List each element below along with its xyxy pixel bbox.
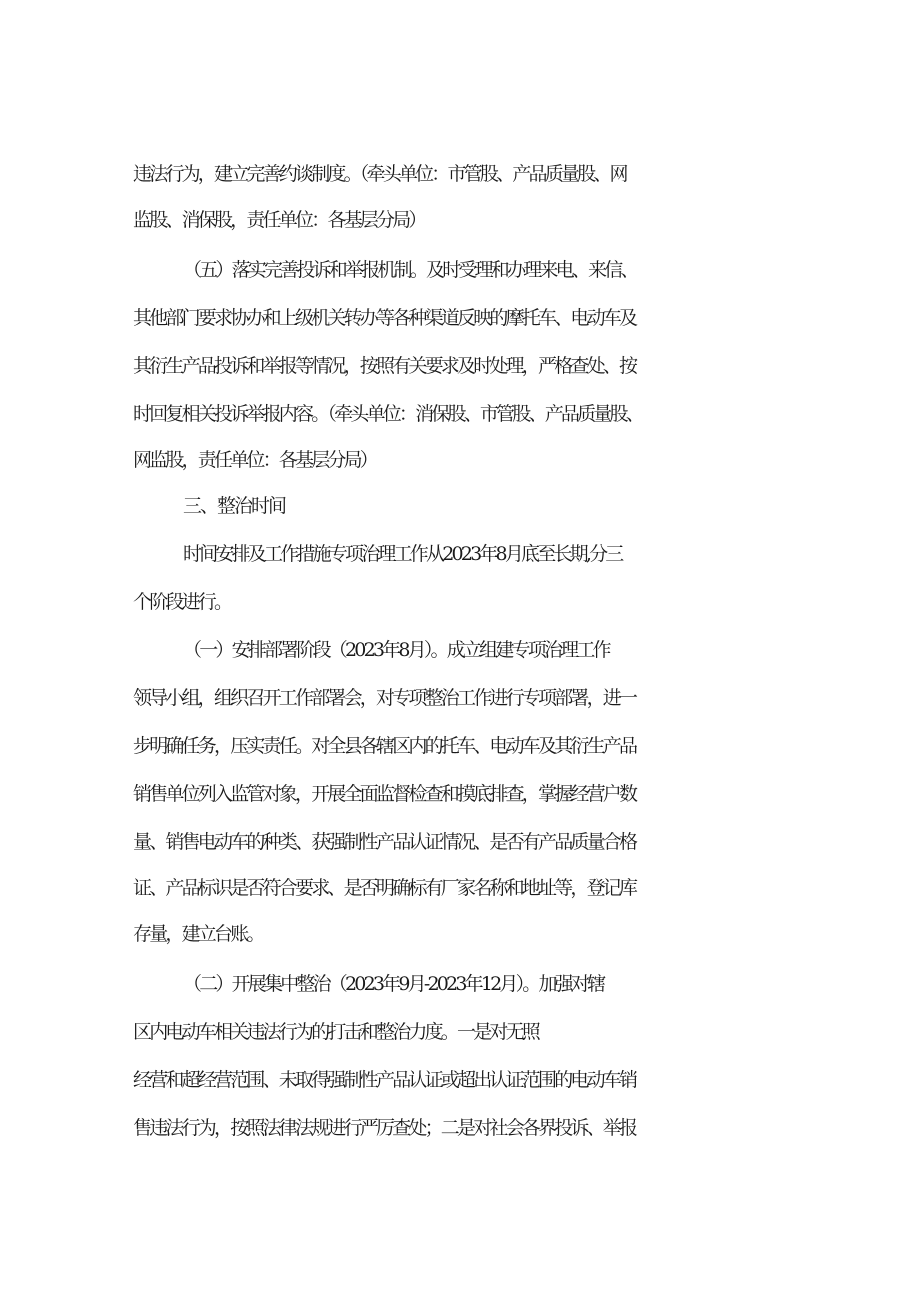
text-line-4: 其他部门要求协办和上级机关转办等各种渠道反映的摩托车、电动车及: [133, 307, 636, 329]
paragraph-phase-two-start: （二）开展集中整治（2023年9月-2023年12月）。加强对辖: [183, 973, 604, 995]
text-line-5: 其衍生产品投诉和举报等情况，按照有关要求及时处理，严格查处、按: [133, 355, 636, 377]
text-line-1: 违法行为，建立完善约谈制度。（牵头单位：市管股、产品质量股、网: [133, 163, 626, 185]
text-line-15: 量、销售电动车的种类、获强制性产品认证情况、是否有产品质量合格: [133, 831, 636, 853]
text-line-7: 网监股，责任单位：各基层分局）: [133, 449, 377, 471]
text-line-19: 区内电动车相关违法行为的打击和整治力度。一是对无照: [133, 1021, 539, 1043]
text-line-13: 步明确任务，压实责任。对全县各辖区内的托车、电动车及其衍生产品: [133, 735, 636, 757]
text-line-20: 经营和超经营范围、未取得强制性产品认证或超出认证范围的电动车销: [133, 1069, 636, 1091]
text-line-16: 证、产品标识是否符合要求、是否明确标有厂家名称和地址等，登记库: [133, 877, 636, 899]
text-line-14: 销售单位列入监管对象，开展全面监督检查和摸底排查，掌握经营户数: [133, 783, 636, 805]
text-line-12: 领导小组，组织召开工作部署会，对专项整治工作进行专项部署，进一: [133, 687, 636, 709]
paragraph-five-start: （五）落实完善投诉和举报机制。及时受理和办理来电、来信、: [183, 259, 637, 281]
section-heading: 三、整治时间: [183, 495, 286, 517]
paragraph-phase-one-start: （一）安排部署阶段（2023年8月）。成立组建专项治理工作: [183, 639, 609, 661]
text-line-2: 监股、消保股，责任单位：各基层分局）: [133, 209, 425, 231]
text-line-6: 时回复相关投诉举报内容。（牵头单位：消保股、市管股、产品质量股、: [133, 403, 642, 425]
text-line-21: 售违法行为，按照法律法规进行严厉查处；二是对社会各界投诉、举报: [133, 1117, 636, 1139]
paragraph-schedule-start: 时间安排及工作措施专项治理工作从2023年8月底至长期,分三: [183, 543, 622, 565]
text-line-17: 存量，建立台账。: [133, 923, 263, 945]
text-line-10: 个阶段进行。: [133, 591, 231, 613]
